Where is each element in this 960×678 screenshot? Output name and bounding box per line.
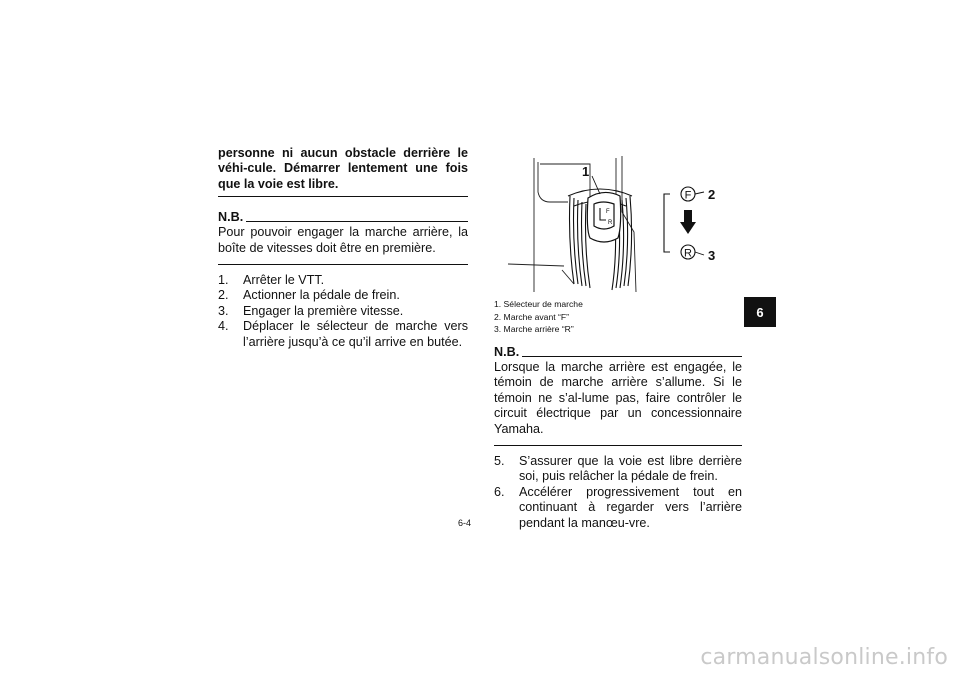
section-tab: 6 bbox=[744, 297, 776, 327]
step-item bbox=[494, 454, 742, 485]
nb-header bbox=[494, 346, 742, 359]
step-item bbox=[494, 485, 742, 531]
step-number: 5. bbox=[494, 454, 505, 469]
nb-text: Lorsque la marche arrière est engagée, le témoin de marche arrière s’allume. Si le témoin ne s’al-lume pas, faire contrôler le circuit électrique par un concessionnaire Yamaha. bbox=[494, 360, 742, 436]
nb-bottom-rule bbox=[494, 445, 742, 446]
legend-item: 3. Marche arrière “R” bbox=[494, 324, 574, 335]
page-number: 6-4 bbox=[458, 518, 472, 528]
step-text: Arrêter le VTT. bbox=[243, 273, 325, 288]
fr-bracket bbox=[664, 194, 670, 252]
callout-2: 2 bbox=[708, 187, 716, 202]
warning-bottom-rule bbox=[218, 196, 468, 197]
steps-list bbox=[218, 273, 468, 350]
figure-legend bbox=[494, 298, 583, 336]
nb-label: N.B. bbox=[494, 345, 520, 359]
callout-1: 1 bbox=[582, 164, 590, 179]
callout-1-leader bbox=[592, 176, 600, 194]
nb-text: Pour pouvoir engager la marche arrière, la boîte de vitesses doit être en première. bbox=[218, 225, 468, 255]
nb-header bbox=[218, 211, 468, 224]
step-item bbox=[218, 273, 468, 288]
reverse-letter: R bbox=[684, 247, 692, 260]
step-number: 2. bbox=[218, 288, 229, 303]
callout-3: 3 bbox=[708, 248, 716, 263]
nb-label: N.B. bbox=[218, 210, 244, 225]
step-item bbox=[218, 304, 468, 319]
step-number: 6. bbox=[494, 484, 505, 499]
warning-text: personne ni aucun obstacle derrière le véhi-cule. Démarrer lentement une fois que la voie est libre. bbox=[218, 146, 468, 191]
legend-item: 1. Sélecteur de marche bbox=[494, 299, 583, 309]
steps-list bbox=[494, 454, 742, 531]
watermark: carmanualsonline.info bbox=[700, 645, 948, 670]
nb-header-rule bbox=[246, 221, 468, 222]
forward-letter: F bbox=[684, 189, 692, 202]
step-number: 1. bbox=[218, 273, 229, 288]
step-text: Engager la première vitesse. bbox=[243, 303, 404, 318]
step-number: 3. bbox=[218, 303, 229, 318]
gear-selector-illustration bbox=[504, 152, 740, 296]
left-column bbox=[218, 146, 468, 350]
step-text: Déplacer le sélecteur de marche vers l’arrière jusqu’à ce qu’il arrive en butée. bbox=[243, 319, 468, 349]
step-item bbox=[218, 288, 468, 303]
step-text: S’assurer que la voie est libre derrière soi, puis relâcher la pédale de frein. bbox=[519, 454, 742, 484]
step-text: Accélérer progressivement tout en continuant à regarder vers l’arrière pendant la manœu-vre. bbox=[519, 484, 742, 530]
step-item bbox=[218, 319, 468, 350]
step-number: 4. bbox=[218, 319, 229, 334]
step-text: Actionner la pédale de frein. bbox=[243, 288, 400, 303]
legend-item: 2. Marche avant “F” bbox=[494, 311, 569, 322]
knob-letter-f: F bbox=[606, 209, 610, 215]
right-column bbox=[494, 346, 742, 531]
nb-header-rule bbox=[522, 356, 742, 357]
knob-letter-r: R bbox=[608, 220, 613, 226]
nb-bottom-rule bbox=[218, 264, 468, 265]
arrow-down-icon bbox=[680, 210, 696, 234]
